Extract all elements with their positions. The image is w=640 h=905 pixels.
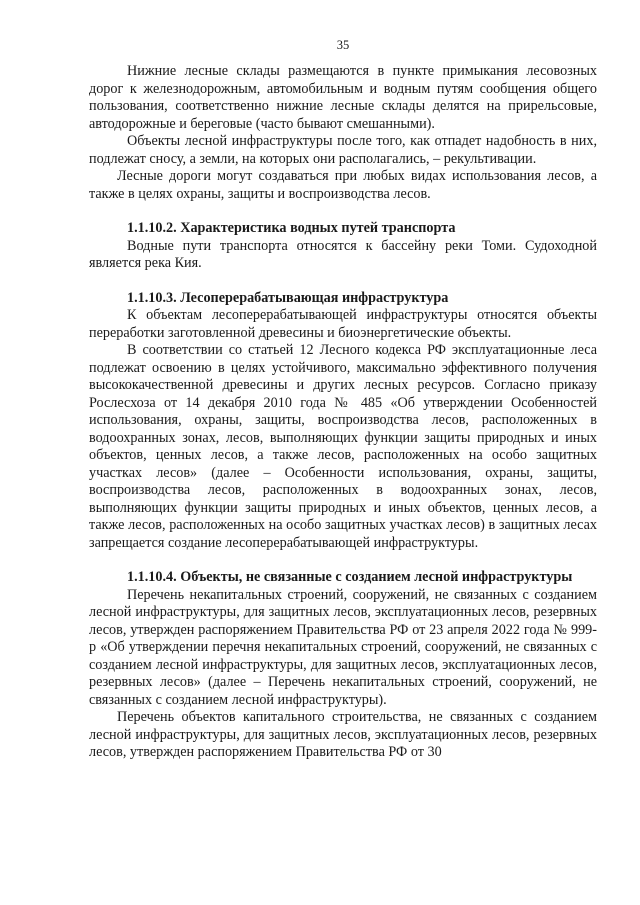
paragraph-forest-code-article: В соответствии со статьей 12 Лесного кодекса РФ эксплуатационные леса подлежат освоению в целях устойчивого, максимально эффективного получения высококачественной древесины и других лесных ресурсов. Согласно приказу Рослесхоза от 14 декабря 2010 года № 485 «Об утверждении Особенностей использования, охраны, защиты, воспроизводства лесов, расположенных в водоохранных зонах, лесов, выполняющих функции защиты природных и иных объектов, ценных лесов, а также лесов, расположенных на особо защитных участках лесов» (далее – Особенности использования, охраны, защиты, воспроизводства лесов, расположенных в водоохранных зонах, лесов, выполняющих функции защиты природных и иных объектов, ценных лесов, а также лесов, расположенных на особо защитных участках лесов) в защитных лесах запрещается создание лесоперерабатывающей инфраструктуры. <box>89 342 597 551</box>
heading-unrelated-objects: 1.1.10.4. Объекты, не связанные с созданием лесной инфраструктуры <box>127 569 573 585</box>
paragraph-forest-roads: Лесные дороги могут создаваться при любых видах использования лесов, а также в целях охраны, защиты и воспроизводства лесов. <box>89 168 597 202</box>
paragraph-water-routes: Водные пути транспорта относятся к бассейну реки Томи. Судоходной является река Кия. <box>89 237 597 271</box>
document-body <box>89 63 597 762</box>
heading-water-transport: 1.1.10.2. Характеристика водных путей транспорта <box>127 220 456 236</box>
heading-processing-infrastructure: 1.1.10.3. Лесоперерабатывающая инфраструктура <box>127 289 449 306</box>
paragraph-non-capital-structures: Перечень некапитальных строений, сооружений, не связанных с созданием лесной инфраструктуры, для защитных лесов, эксплуатационных лесов, резервных лесов, утвержден распоряжением Правительства РФ от 23 апреля 2022 года № 999-р «Об утверждении перечня некапитальных строений, сооружений, не связанных с созданием лесной инфраструктуры, для защитных лесов, эксплуатационных лесов, резервных лесов» (далее – Перечень некапитальных строений, сооружений, не связанных с созданием лесной инфраструктуры). <box>89 586 597 708</box>
paragraph-capital-construction: Перечень объектов капитального строительства, не связанных с созданием лесной инфраструктуры, для защитных лесов, эксплуатационных лесов, резервных лесов, утвержден распоряжением Правительства РФ от 30 <box>89 709 597 760</box>
paragraph-lower-warehouses: Нижние лесные склады размещаются в пункте примыкания лесовозных дорог к железнодорожным, автомобильным и водным путям сообщения общего пользования, соответственно нижние лесные склады делятся на прирельсовые, автодорожные и береговые (часто бывают смешанными). <box>89 63 597 132</box>
paragraph-infrastructure-demolition: Объекты лесной инфраструктуры после того, как отпадет надобность в них, подлежат сносу, а земли, на которых они располагались, – рекультивации. <box>89 133 597 167</box>
paragraph-processing-objects: К объектам лесоперерабатывающей инфраструктуры относятся объекты переработки заготовленной древесины и биоэнергетические объекты. <box>89 307 597 341</box>
page-number: 35 <box>336 38 350 52</box>
